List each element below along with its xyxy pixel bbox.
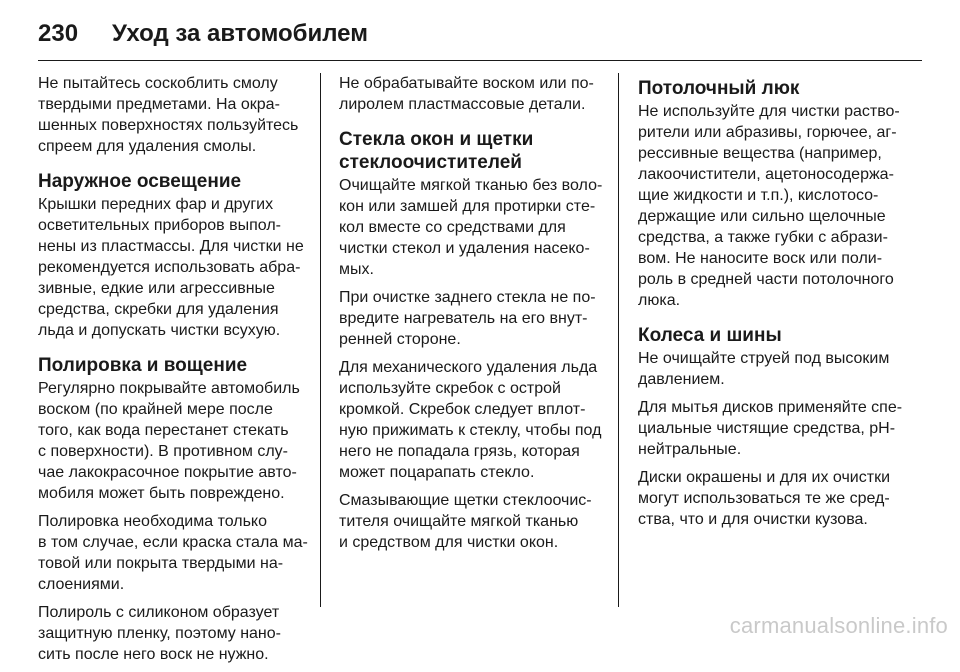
heading-sunroof: Потолочный люк [638, 78, 800, 99]
paragraph-plastic-parts: Не обрабатывайте воском или по- лиролем пластмассовые детали. [339, 75, 594, 113]
paragraph-ice-scraper: Для механического удаления льда используйте скребок с острой кромкой. Скребок следует вплот- ную прижимать к стеклу, чтобы под него не попадала грязь, которая может поцарапать стекло. [339, 359, 602, 481]
page-header [38, 14, 368, 54]
watermark-text: carmanualsonline.info [729, 613, 948, 638]
column-3 [638, 73, 928, 537]
page-number: 230 [38, 20, 79, 47]
paragraph-waxing: Регулярно покрывайте автомобиль воском (по крайней мере после того, как вода перестанет стекать с поверхности). В противном слу- чае лакокрасочное покрытие авто- мобиля может быть повреждено. [38, 380, 300, 502]
heading-windows-wipers: Стекла окон и щетки стеклоочистителей [339, 129, 534, 173]
paragraph-wiper-blades: Смазывающие щетки стеклоочис- тителя очищайте мягкой тканью и средством для чистки окон. [339, 492, 592, 551]
header-divider [38, 60, 922, 61]
paragraph-rear-window: При очистке заднего стекла не по- вредите нагреватель на его внут- ренней стороне. [339, 289, 596, 348]
paragraph-painted-wheels: Диски окрашены и для их очистки могут использоваться те же сред- ства, что и для очистки кузова. [638, 469, 890, 528]
heading-wheels-tyres: Колеса и шины [638, 325, 782, 346]
paragraph-window-cleaning: Очищайте мягкой тканью без воло- кон или замшей для протирки сте- кол вместе со средствами для чистки стекол и удаления насеко- мых. [339, 177, 603, 278]
heading-polishing-waxing: Полировка и вощение [38, 355, 248, 376]
paragraph-polishing: Полировка необходима только в том случае, если краска стала ма- товой или покрыта твердыми на- слоениями. [38, 513, 308, 593]
paragraph-wheel-cleaners: Для мытья дисков применяйте спе- циальные чистящие средства, рН- нейтральные. [638, 399, 903, 458]
column-1 [38, 73, 316, 672]
page-title: Уход за автомобилем [112, 20, 368, 47]
column-divider-1 [320, 73, 321, 607]
paragraph-tar-removal: Не пытайтесь соскоблить смолу твердыми предметами. На окра- шенных поверхностях пользуйтесь спреем для удаления смолы. [38, 75, 299, 155]
paragraph-sunroof: Не используйте для чистки раство- рители или абразивы, горючее, аг- рессивные вещества (например, лакоочистители, ацетоносодержа- щие жидкости и т.п.), кислотосо- держащие или сильно щелочные средства, а также губки с абрази- вом. Не наносите воск или поли- роль в средней части потолочного люка. [638, 103, 900, 309]
heading-exterior-lights: Наружное освещение [38, 171, 242, 192]
paragraph-high-pressure: Не очищайте струей под высоким давлением. [638, 350, 890, 388]
paragraph-silicone-polish: Полироль с силиконом образует защитную пленку, поэтому нано- сить после него воск не нужно. [38, 604, 281, 663]
column-2 [339, 73, 613, 560]
paragraph-exterior-lights: Крышки передних фар и других осветительных приборов выпол- нены из пластмассы. Для чистки не рекомендуется использовать абра- зивные, едкие или агрессивные средства, скребки для удаления льда и допускать чистки всухую. [38, 196, 304, 339]
column-divider-2 [618, 73, 619, 607]
